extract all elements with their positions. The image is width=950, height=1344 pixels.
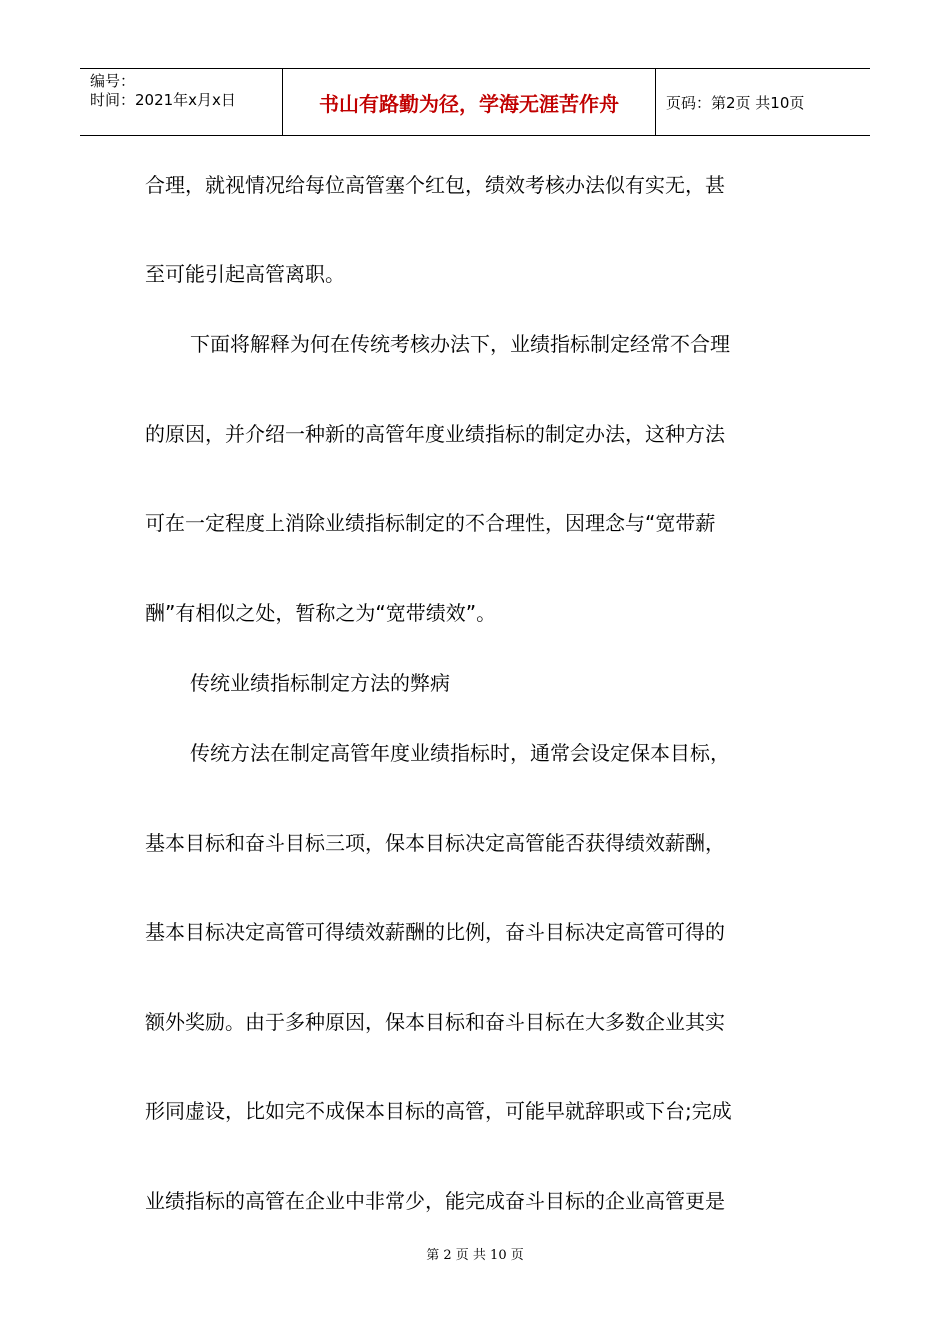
page-header (80, 68, 870, 136)
body-line: 可在一定程度上消除业绩指标制定的不合理性，因理念与“宽带薪 (145, 511, 716, 535)
document-number-label: 编号： (90, 72, 136, 90)
body-line: 基本目标决定高管可得绩效薪酬的比例，奋斗目标决定高管可得的 (145, 920, 725, 944)
section-heading: 传统业绩指标制定方法的弊病 (190, 671, 450, 695)
paragraph-start: 下面将解释为何在传统考核办法下，业绩指标制定经常不合理 (190, 332, 730, 356)
header-meta (90, 72, 236, 110)
document-time-label: 时间：2021年x月x日 (90, 91, 236, 109)
body-line: 合理，就视情况给每位高管塞个红包，绩效考核办法似有实无，甚 (145, 173, 725, 197)
body-line: 基本目标和奋斗目标三项，保本目标决定高管能否获得绩效薪酬， (145, 831, 725, 855)
page-footer: 第 2 页 共 10 页 (426, 1248, 524, 1263)
paragraph-start: 传统方法在制定高管年度业绩指标时，通常会设定保本目标， (190, 741, 730, 765)
body-line: 至可能引起高管离职。 (145, 262, 345, 286)
body-line: 形同虚设，比如完不成保本目标的高管，可能早就辞职或下台;完成 (145, 1099, 732, 1123)
header-divider-right (655, 69, 656, 136)
body-line: 的原因，并介绍一种新的高管年度业绩指标的制定办法，这种方法 (145, 422, 725, 446)
header-page-info: 页码：第2页 共10页 (666, 94, 805, 112)
body-line: 业绩指标的高管在企业中非常少，能完成奋斗目标的企业高管更是 (145, 1189, 725, 1213)
header-motto: 书山有路勤为径，学海无涯苦作舟 (319, 92, 619, 116)
body-line: 酬”有相似之处，暂称之为“宽带绩效”。 (145, 601, 497, 625)
body-line: 额外奖励。由于多种原因，保本目标和奋斗目标在大多数企业其实 (145, 1010, 725, 1034)
